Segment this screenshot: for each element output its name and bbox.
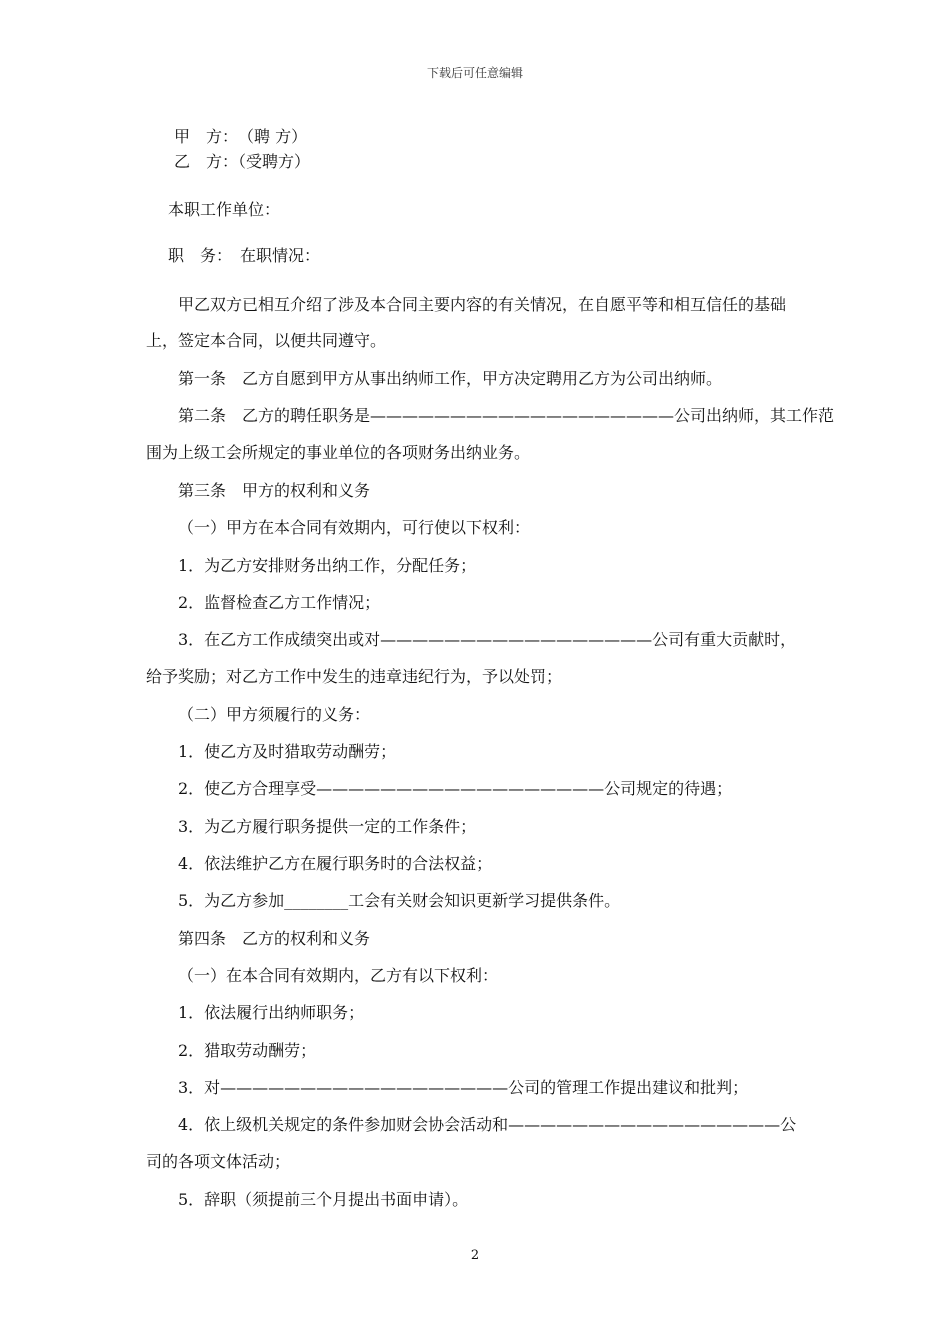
clause-line: （一）在本合同有效期内，乙方有以下权利：	[178, 966, 499, 985]
paragraph-line: 司的各项文体活动；	[146, 1152, 291, 1171]
clause-line: 4．依上级机关规定的条件参加财会协会活动和—————————————————公	[178, 1115, 797, 1134]
clause-line: （一）甲方在本合同有效期内，可行使以下权利：	[178, 518, 531, 537]
clause-line: 4．依法维护乙方在履行职务时的合法权益；	[178, 854, 493, 873]
clause-line: 2．监督检查乙方工作情况；	[178, 593, 381, 612]
clause-line: （二）甲方须履行的义务：	[178, 705, 371, 724]
position-line: 职 务： 在职情况：	[168, 246, 321, 265]
page-header: 下载后可任意编辑	[426, 66, 523, 80]
paragraph-line: 给予奖励；对乙方工作中发生的违章违纪行为，予以处罚；	[146, 667, 563, 686]
clause-line: 5．辞职（须提前三个月提出书面申请）。	[178, 1190, 469, 1209]
page-number: 2	[470, 1248, 480, 1263]
clause-line: 2．使乙方合理享受——————————————————公司规定的待遇；	[178, 779, 733, 798]
article-1-line: 第一条 乙方自愿到甲方从事出纳师工作，甲方决定聘用乙方为公司出纳师。	[178, 369, 723, 388]
article-4-heading: 第四条 乙方的权利和义务	[178, 929, 371, 948]
paragraph-line: 围为上级工会所规定的事业单位的各项财务出纳业务。	[146, 443, 531, 462]
clause-line: 2．猎取劳动酬劳；	[178, 1041, 317, 1060]
clause-line: 1．为乙方安排财务出纳工作，分配任务；	[178, 556, 477, 575]
clause-line: 5．为乙方参加________工会有关财会知识更新学习提供条件。	[178, 891, 621, 910]
clause-line: 3．对——————————————————公司的管理工作提出建议和批判；	[178, 1078, 749, 1097]
party-a-line: 甲 方： （聘 方）	[174, 127, 308, 146]
clause-line: 3．在乙方工作成绩突出或对—————————————————公司有重大贡献时，	[178, 630, 797, 649]
clause-line: 1．使乙方及时猎取劳动酬劳；	[178, 742, 397, 761]
article-2-line: 第二条 乙方的聘任职务是———————————————————公司出纳师，其工作范	[178, 406, 835, 425]
clause-line: 1．依法履行出纳师职务；	[178, 1003, 365, 1022]
paragraph-line: 上，签定本合同，以便共同遵守。	[146, 331, 387, 350]
clause-line: 3．为乙方履行职务提供一定的工作条件；	[178, 817, 477, 836]
article-3-heading: 第三条 甲方的权利和义务	[178, 481, 371, 500]
paragraph-line: 甲乙双方已相互介绍了涉及本合同主要内容的有关情况，在自愿平等和相互信任的基础	[178, 295, 787, 314]
party-b-line: 乙 方：（受聘方）	[174, 152, 311, 171]
work-unit-line: 本职工作单位：	[168, 200, 281, 219]
